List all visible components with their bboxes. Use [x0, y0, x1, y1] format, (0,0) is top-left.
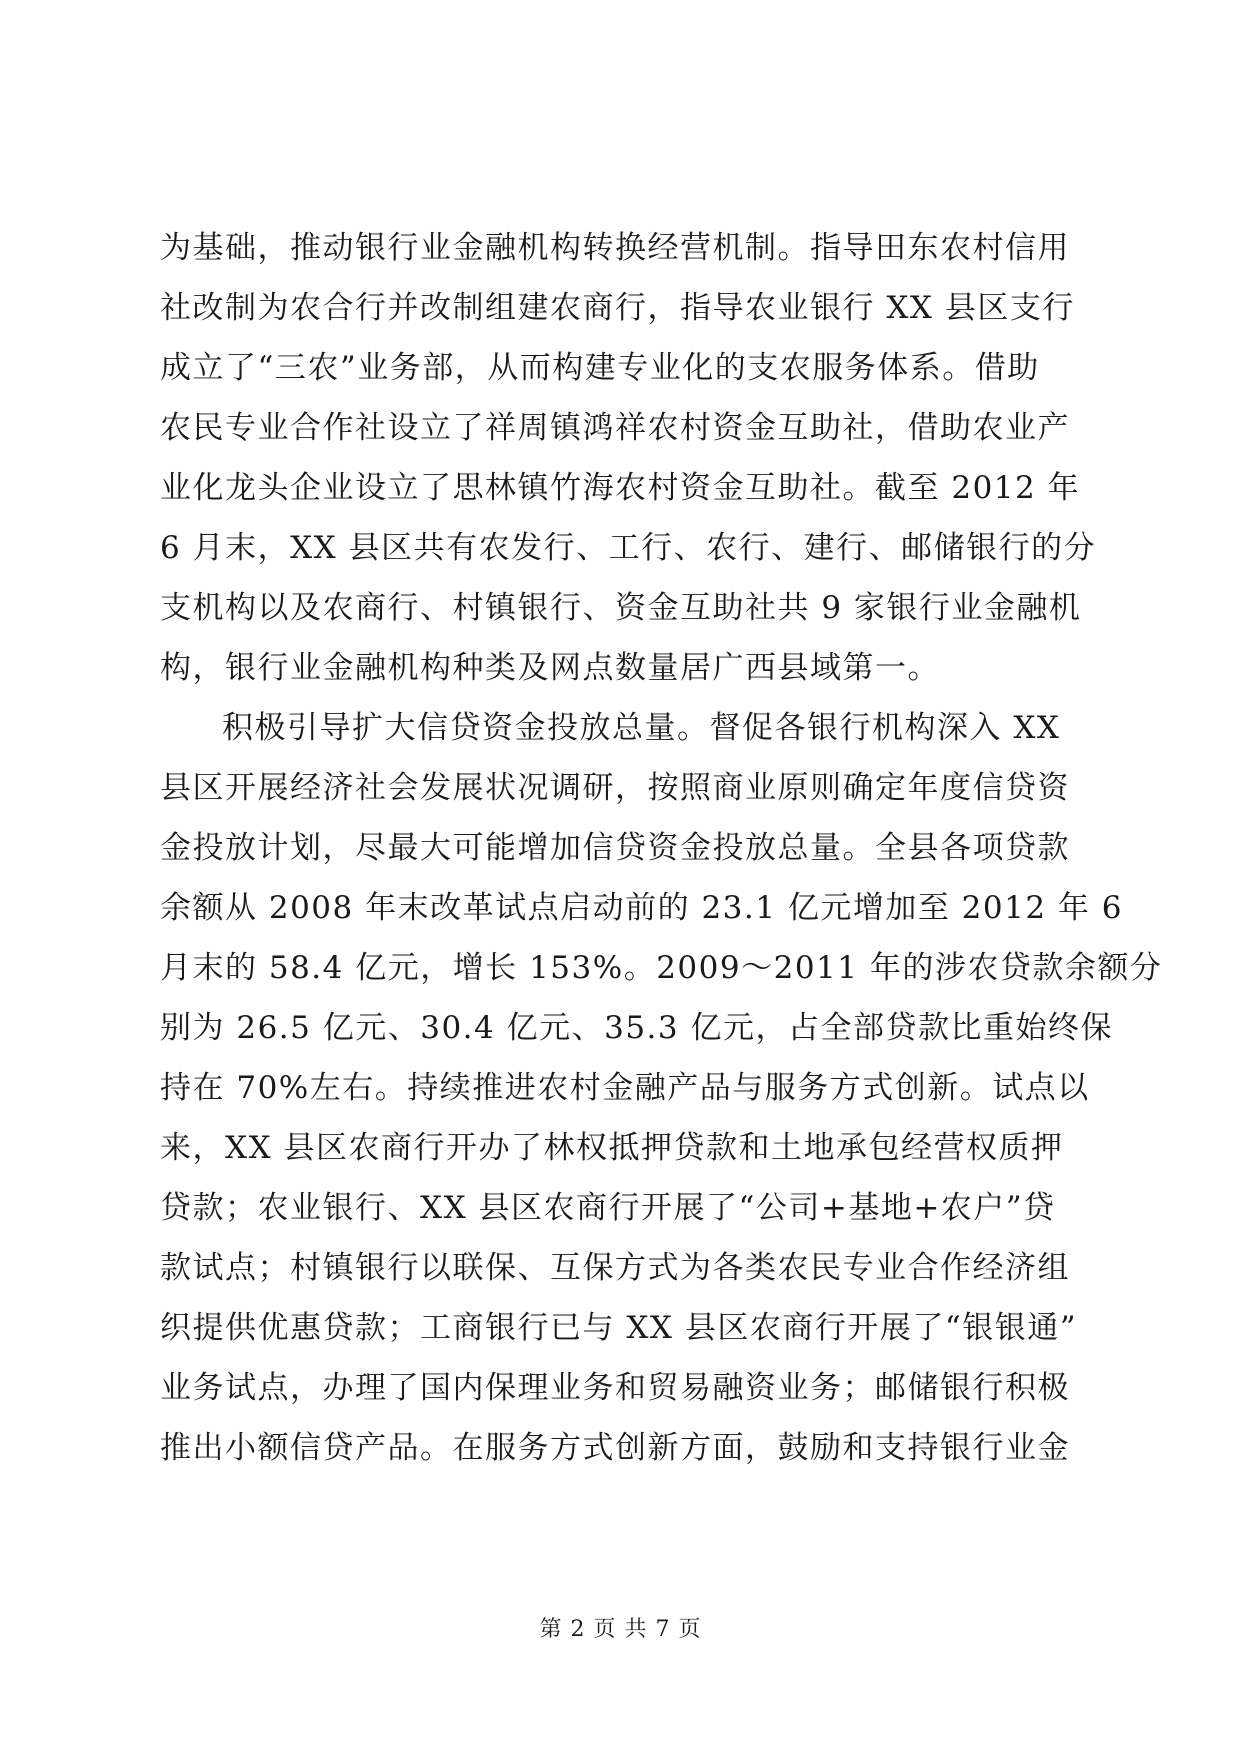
text-line: 金投放计划，尽最大可能增加信贷资金投放总量。全县各项贷款 [160, 830, 1070, 866]
text-line: 成立了“三农”业务部，从而构建专业化的支农服务体系。借助 [160, 350, 1040, 386]
text-line: 月末的 58.4 亿元，增长 153%。2009～2011 年的涉农贷款余额分 [160, 950, 1163, 986]
page-number-footer: 第 2 页 共 7 页 [539, 1617, 702, 1642]
text-line: 业务试点，办理了国内保理业务和贸易融资业务；邮储银行积极 [160, 1370, 1070, 1406]
text-line: 业化龙头企业设立了思林镇竹海农村资金互助社。截至 2012 年 [160, 470, 1081, 506]
text-line: 支机构以及农商行、村镇银行、资金互助社共 9 家银行业金融机 [160, 590, 1082, 626]
text-line: 社改制为农合行并改制组建农商行，指导农业银行 XX 县区支行 [160, 290, 1075, 326]
text-line: 别为 26.5 亿元、30.4 亿元、35.3 亿元，占全部贷款比重始终保 [160, 1010, 1113, 1046]
text-line: 贷款；农业银行、XX 县区农商行开展了“公司+基地+农户”贷 [160, 1190, 1056, 1226]
text-line: 持在 70%左右。持续推进农村金融产品与服务方式创新。试点以 [160, 1070, 1090, 1106]
text-line: 6 月末，XX 县区共有农发行、工行、农行、建行、邮储银行的分 [160, 530, 1097, 566]
text-line: 构，银行业金融机构种类及网点数量居广西县域第一。 [160, 650, 940, 686]
text-line: 余额从 2008 年末改革试点启动前的 23.1 亿元增加至 2012 年 6 [160, 890, 1124, 926]
text-line: 县区开展经济社会发展状况调研，按照商业原则确定年度信贷资 [160, 770, 1070, 806]
text-line: 农民专业合作社设立了祥周镇鸿祥农村资金互助社，借助农业产 [160, 410, 1070, 446]
text-line: 为基础，推动银行业金融机构转换经营机制。指导田东农村信用 [160, 230, 1070, 266]
paragraph-start-line: 积极引导扩大信贷资金投放总量。督促各银行机构深入 XX [222, 710, 1061, 746]
text-line: 款试点；村镇银行以联保、互保方式为各类农民专业合作经济组 [160, 1250, 1070, 1286]
text-line: 织提供优惠贷款；工商银行已与 XX 县区农商行开展了“银银通” [160, 1310, 1078, 1346]
text-line: 来，XX 县区农商行开办了林权抵押贷款和土地承包经营权质押 [160, 1130, 1064, 1166]
text-line: 推出小额信贷产品。在服务方式创新方面，鼓励和支持银行业金 [160, 1430, 1070, 1466]
